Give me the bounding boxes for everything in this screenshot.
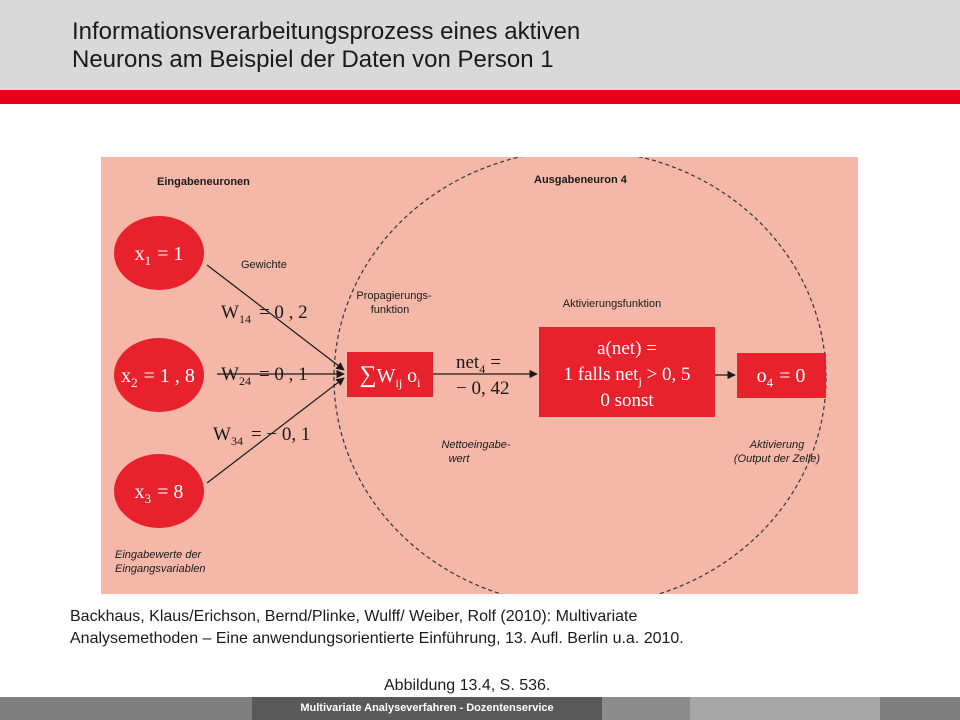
footer-segment-left	[0, 697, 252, 720]
slide-title	[72, 18, 580, 74]
input-neuron-x3	[114, 454, 204, 528]
footer-bar	[0, 697, 960, 720]
svg-text:W34= − 0, 1: $W_{34}$ = − 0, 1	[213, 424, 311, 448]
net-input-value	[456, 352, 509, 399]
svg-text:a(net) =: a(net) =	[597, 338, 657, 359]
neuron-diagram-svg	[101, 157, 858, 594]
svg-text:net4=: net$_4$ =	[456, 352, 501, 376]
footer-segment-end	[880, 697, 960, 720]
activation-box	[539, 327, 715, 417]
label-output-neuron: Ausgabeneuron 4	[534, 174, 627, 186]
svg-text:W24= 0 , 1: $W_{24} = 0$ , 1	[221, 364, 308, 388]
citation-line-1: Backhaus, Klaus/Erichson, Bernd/Plinke, Wulff/ Weiber, Rolf (2010): Multivariate	[70, 608, 638, 625]
label-input-values-2: Eingangsvariablen	[115, 563, 206, 575]
weight-w24	[221, 364, 308, 388]
source-citation	[70, 606, 890, 650]
svg-text:− 0, 42: − 0, 42	[456, 378, 510, 399]
label-net-input-1: Nettoeingabe-	[441, 439, 511, 451]
svg-text:W14= 0 , 2: $W_{14} = 0$ , 2	[221, 302, 308, 326]
label-propagation-2: funktion	[370, 304, 410, 316]
neuron-diagram	[101, 157, 858, 594]
svg-text:x2= 1 , 8: $x_2 = 1$ , 8	[121, 365, 195, 390]
accent-bar	[0, 90, 960, 104]
svg-text:x3= 8: $x_3 = 8$	[134, 481, 184, 506]
svg-text:∑Wijoi: $\sum W_{ij}$ $o_i$	[359, 362, 421, 390]
output-box	[737, 353, 826, 398]
footer-segment-mid	[602, 697, 690, 720]
svg-text:1 falls netj > 0, 5: 1 falls net$_j$ > 0, 5	[563, 364, 691, 388]
sum-box	[347, 352, 433, 397]
svg-text:0 sonst: 0 sonst	[600, 390, 654, 411]
figure-caption: Abbildung 13.4, S. 536.	[384, 677, 551, 694]
label-input-values-1: Eingabewerte der	[115, 549, 202, 561]
weight-w14	[221, 302, 308, 326]
citation-line-2: Analysemethoden – Eine anwendungsorientierte Einführung, 13. Aufl. Berlin u.a. 2010.	[70, 630, 684, 647]
label-activation-2: (Output der Zelle)	[733, 453, 821, 465]
input-neuron-x1	[114, 216, 204, 290]
weight-w34	[213, 424, 310, 448]
title-line-2: Neurons am Beispiel der Daten von Person 1	[72, 46, 554, 73]
label-propagation-1: Propagierungs-	[356, 290, 432, 302]
svg-text:o4= 0: $o_4 = 0$	[756, 365, 806, 390]
slide-header	[0, 0, 960, 90]
label-weights: Gewichte	[241, 259, 287, 271]
footer-segment-right	[690, 697, 880, 720]
label-net-input-2: wert	[448, 453, 470, 465]
label-activation-function: Aktivierungsfunktion	[562, 298, 662, 310]
footer-text: Multivariate Analyseverfahren - Dozentenservice	[300, 702, 554, 714]
label-activation-1: Aktivierung	[749, 439, 805, 451]
label-input-neurons: Eingabeneuronen	[157, 176, 250, 188]
title-line-1: Informationsverarbeitungsprozess eines aktiven	[72, 18, 581, 45]
svg-text:x1= 1: $x_1 = 1$	[134, 243, 184, 268]
input-neuron-x2	[114, 338, 204, 412]
